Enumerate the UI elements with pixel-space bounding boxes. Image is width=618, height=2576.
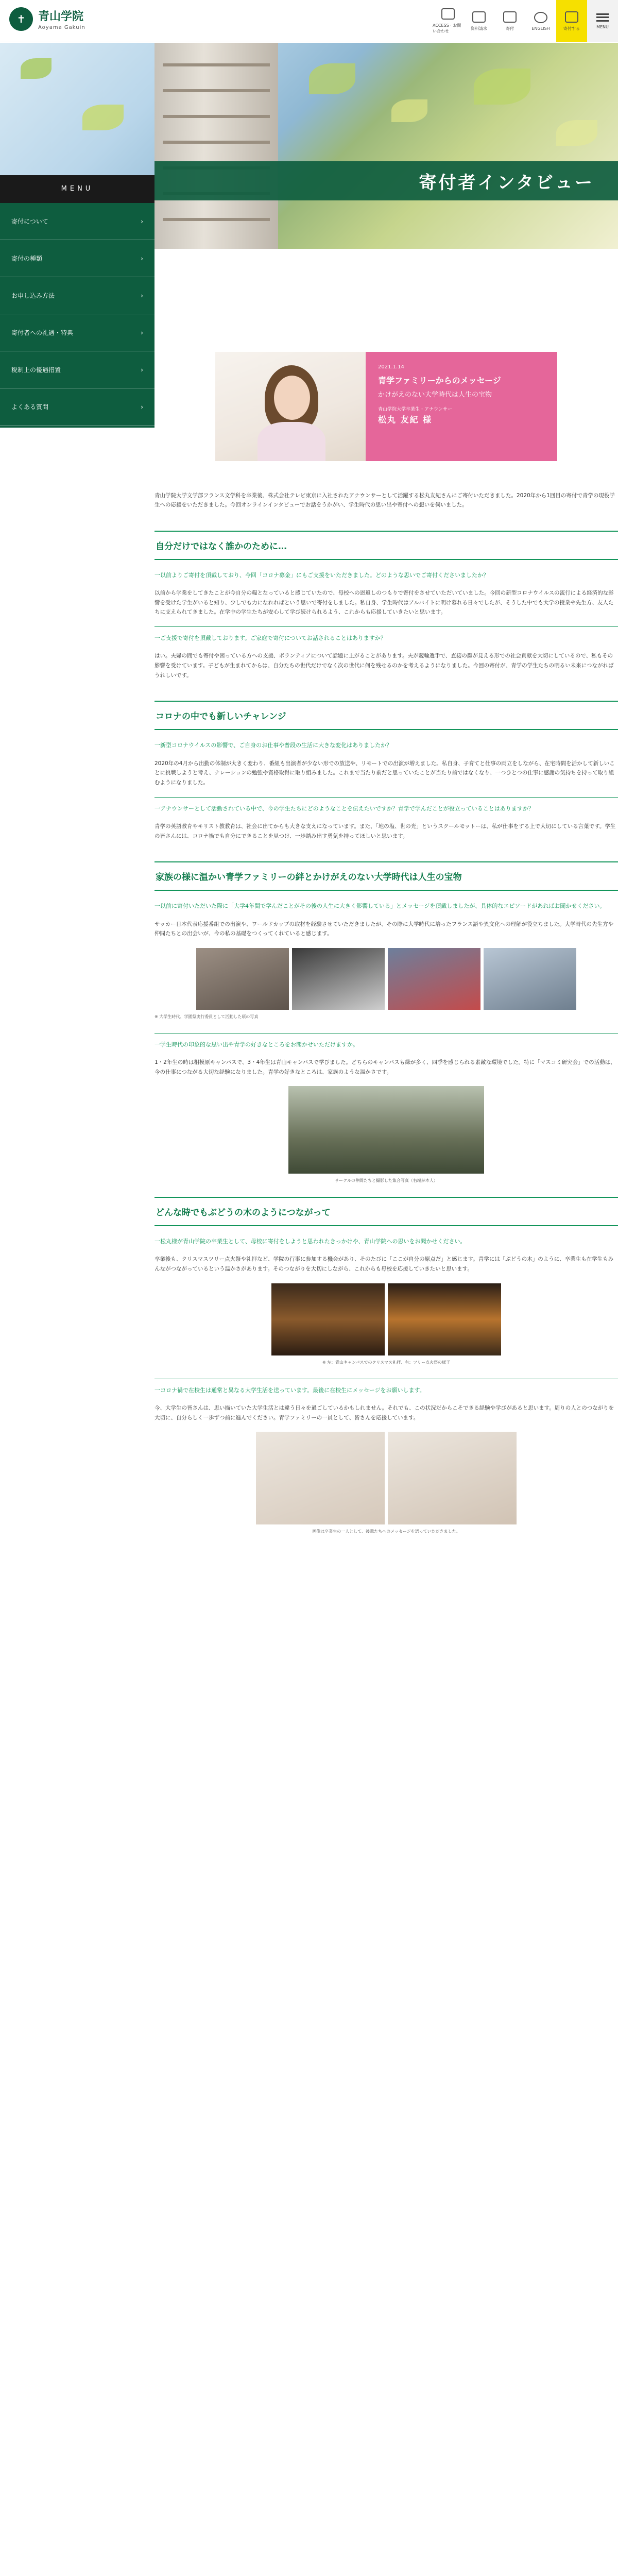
section-heading: コロナの中でも新しいチャレンジ (154, 701, 618, 730)
answer: はい。夫婦の間でも寄付や困っている方への支援、ボランティアについて話題に上がることがあります。夫が競輪選手で、直接の顔が見える形での社会貢献を大切にしているので、私もその影響を受けています。子どもが生まれてからは、自分たちの世代だけでなく次の世代に何を残せるのかを考えるようになりました。今回の寄付が、青学の学生たちの明るい未来につながればうれしいです。 (154, 653, 614, 679)
chevron-right-icon: › (141, 255, 143, 262)
header-nav (433, 0, 618, 42)
mail-icon (472, 11, 486, 23)
photo-image (484, 948, 576, 1010)
interview-photo-image (256, 1432, 385, 1524)
photo-caption: サークルの仲間たちと撮影した集合写真（右端が本人） (335, 1178, 438, 1183)
page-title: 寄付者インタビュー (154, 161, 618, 200)
globe-icon (534, 12, 547, 23)
photo-image (388, 948, 480, 1010)
chevron-right-icon: › (141, 366, 143, 374)
crest-icon: ✝ (9, 7, 33, 31)
logo-jp: 青山学院 (38, 10, 84, 23)
profile-card (215, 352, 557, 461)
answer: 以前から学業をしてきたことが今自分の糧となっていると感じていたので、母校への恩返しのつもりで寄付をさせていただいていました。今回の新型コロナウイルスの流行による経済的な影響を受けた学生がいると知り、少しでも力になれればという思いで寄付をしました。私自身、学生時代はアルバイトに明け暮れる日々でしたが、そうした中でも大学の授業や先生方、友人たちに支えられてきました。在学中の学生たちが安心して学び続けられるよう、これからも応援していきたいと思います。 (154, 590, 614, 616)
sidebar-item-howto[interactable]: お申し込み方法 › (0, 277, 154, 314)
photo-row (154, 948, 618, 1010)
side-nav (0, 175, 154, 428)
hero-building-image (154, 43, 278, 249)
section-heading: 自分だけではなく誰かのために… (154, 531, 618, 560)
sidebar-item-tax[interactable]: 税制上の優遇措置 › (0, 351, 154, 388)
profile-role: 青山学院大学卒業生・アナウンサー (378, 406, 453, 412)
menu-button[interactable]: MENU (587, 0, 618, 42)
photo-image (196, 948, 289, 1010)
header-nav-donate[interactable]: 寄付 (494, 0, 525, 42)
photo-row (154, 1283, 618, 1355)
answer: 今、大学生の皆さんは、思い描いていた大学生活とは違う日々を過ごしているかもしれません。それでも、この状況だからこそできる経験や学びがあると思います。周りの人とのつながりを大切に、自分らしく一歩ずつ前に進んでください。青学ファミリーの一員として、皆さんを応援しています。 (154, 1404, 614, 1421)
photo-caption: 画像は卒業生の一人として、後輩たちへのメッセージを語っていただきました。 (312, 1529, 460, 1534)
header-nav-donate-now[interactable]: 寄付する (556, 0, 587, 42)
profile-subtitle: かけがえのない大学時代は人生の宝物 (378, 391, 492, 399)
article-body (154, 491, 618, 1548)
lead-text: 青山学院大学文学部フランス文学科を卒業後、株式会社テレビ東京に入社されたアナウンサーとして活躍する松丸友紀さんにご寄付いただきました。2020年から1回目の寄付で青学の現役学生への応援をいただきました。今回オンラインインタビューでお話をうかがい、学生時代の思い出や寄付への想いを伺いました。 (154, 493, 615, 509)
interview-photo-image (388, 1432, 517, 1524)
chevron-right-icon: › (141, 403, 143, 411)
hamburger-icon (596, 13, 609, 22)
chevron-right-icon: › (141, 329, 143, 336)
chevron-right-icon: › (141, 217, 143, 225)
question: 一アナウンサーとして活動されている中で、今の学生たちにどのようなことを伝えたいですか？青学で学んだことが役立っていることはありますか？ (154, 797, 618, 814)
photo-image (388, 1283, 501, 1355)
photo-image (292, 948, 385, 1010)
sidebar-item-benefits[interactable]: 寄付者への礼遇・特典 › (0, 314, 154, 351)
question: 一以前よりご寄付を頂戴しており、今回「コロナ募金」にもご支援をいただきました。どのような思いでご寄付くださいましたか？ (154, 571, 489, 579)
sidebar-item-types[interactable]: 寄付の種類 › (0, 240, 154, 277)
answer: 卒業後も、クリスマスツリー点火祭や礼拝など、学院の行事に参加する機会があり、そのたびに「ここが自分の原点だ」と感じます。青学には「ぶどうの木」のように、卒業生も在学生もみんながつながっているという温かさがあります。そのつながりを大切にしながら、これからも母校を応援していきたいと思います。 (154, 1256, 614, 1273)
question: 一コロナ禍で在校生は通常と異なる大学生活を送っています。最後に在校生にメッセージをお願いします。 (154, 1379, 618, 1395)
gift-icon (503, 11, 517, 23)
question: 一以前に寄付いただいた際に「大学4年間で学んだことがその後の人生に大きく影響している」とメッセージを頂戴しましたが、具体的なエピソードがあればお聞かせください。 (154, 903, 606, 910)
header-nav-english[interactable]: ENGLISH (525, 0, 556, 42)
answer: 1・2年生の時は相模原キャンパスで、3・4年生は青山キャンパスで学びました。どちらのキャンパスも緑が多く、四季を感じられる素敵な環境でした。特に「マスコミ研究会」での活動は、今の仕事につながる大切な経験になりました。青学の好きなところは、家族のような温かさです。 (154, 1059, 616, 1075)
photo-image (271, 1283, 385, 1355)
chevron-right-icon: › (141, 292, 143, 299)
answer: 青学の英語教育やキリスト教教育は、社会に出てからも大きな支えになっています。また、「地の塩、世の光」というスクールモットーは、私が仕事をする上で大切にしている言葉です。学生の皆さんには、コロナ禍でも自分にできることを見つけ、一歩踏み出す勇気を持ってほしいと思います。 (154, 823, 616, 839)
site-logo[interactable] (9, 7, 85, 31)
sidebar-item-about[interactable]: 寄付について › (0, 203, 154, 240)
group-photo-image (288, 1086, 484, 1174)
photo-row (154, 1086, 618, 1174)
section-heading: 家族の様に温かい青学ファミリーの絆とかけがえのない大学時代は人生の宝物 (154, 861, 618, 891)
side-nav-heading: MENU (0, 175, 154, 203)
photo-row (154, 1432, 618, 1524)
sidebar-item-faq[interactable]: よくある質問 › (0, 388, 154, 426)
profile-title: 青学ファミリーからのメッセージ (378, 376, 501, 385)
building-icon (441, 8, 455, 20)
header-nav-request[interactable]: 資料請求 (464, 0, 494, 42)
answer: 2020年の4月から出勤の体制が大きく変わり、番組も出演者が少ない形での放送や、リモートでの出演が増えました。私自身、子育てと仕事の両立をしながら、在宅時間を活かして新しいことに挑戦しようと考え、ナレーションの勉強や資格取得に取り組みました。これまで当たり前だと思っていたことが当たり前ではなくなり、一つひとつの仕事に感謝の気持ちを持って取り組むようになりました。 (154, 760, 615, 786)
site-header (0, 0, 618, 42)
question: 一松丸様が青山学院の卒業生として、母校に寄付をしようと思われたきっかけや、青山学院への思いをお聞かせください。 (154, 1238, 466, 1245)
answer: サッカー日本代表応援番組での出演や、ワールドカップの取材を経験させていただきましたが、その際に大学時代に培ったフランス語や異文化への理解が役立ちました。大学時代の先生方や仲間たちとの出会いが、今の私の基礎をつくってくれていると感じます。 (154, 921, 614, 937)
question: 一ご支援で寄付を頂戴しております。ご家庭で寄付についてお話されることはありますか？ (154, 626, 618, 643)
question: 一学生時代の印象的な思い出や青学の好きなところをお聞かせいただけますか。 (154, 1033, 618, 1049)
header-nav-access[interactable]: ACCESS · お問い合わせ (433, 0, 464, 42)
profile-date: 2021.1.14 (378, 364, 404, 370)
donate-icon (565, 11, 578, 23)
profile-name: 松丸 友紀 様 (378, 414, 433, 425)
interviewee-photo (215, 352, 366, 461)
question: 一新型コロナウイルスの影響で、ご自身のお仕事や普段の生活に大きな変化はありましたか？ (154, 742, 392, 749)
section-heading: どんな時でもぶどうの木のようにつながって (154, 1197, 618, 1226)
photo-caption: ※ 大学生時代、学園祭実行委員として活動した頃の写真 (154, 1014, 259, 1019)
photo-caption: ※ 左：青山キャンパスでのクリスマス礼拝、右：ツリー点火祭の様子 (322, 1360, 451, 1365)
logo-en: Aoyama Gakuin (38, 25, 85, 30)
